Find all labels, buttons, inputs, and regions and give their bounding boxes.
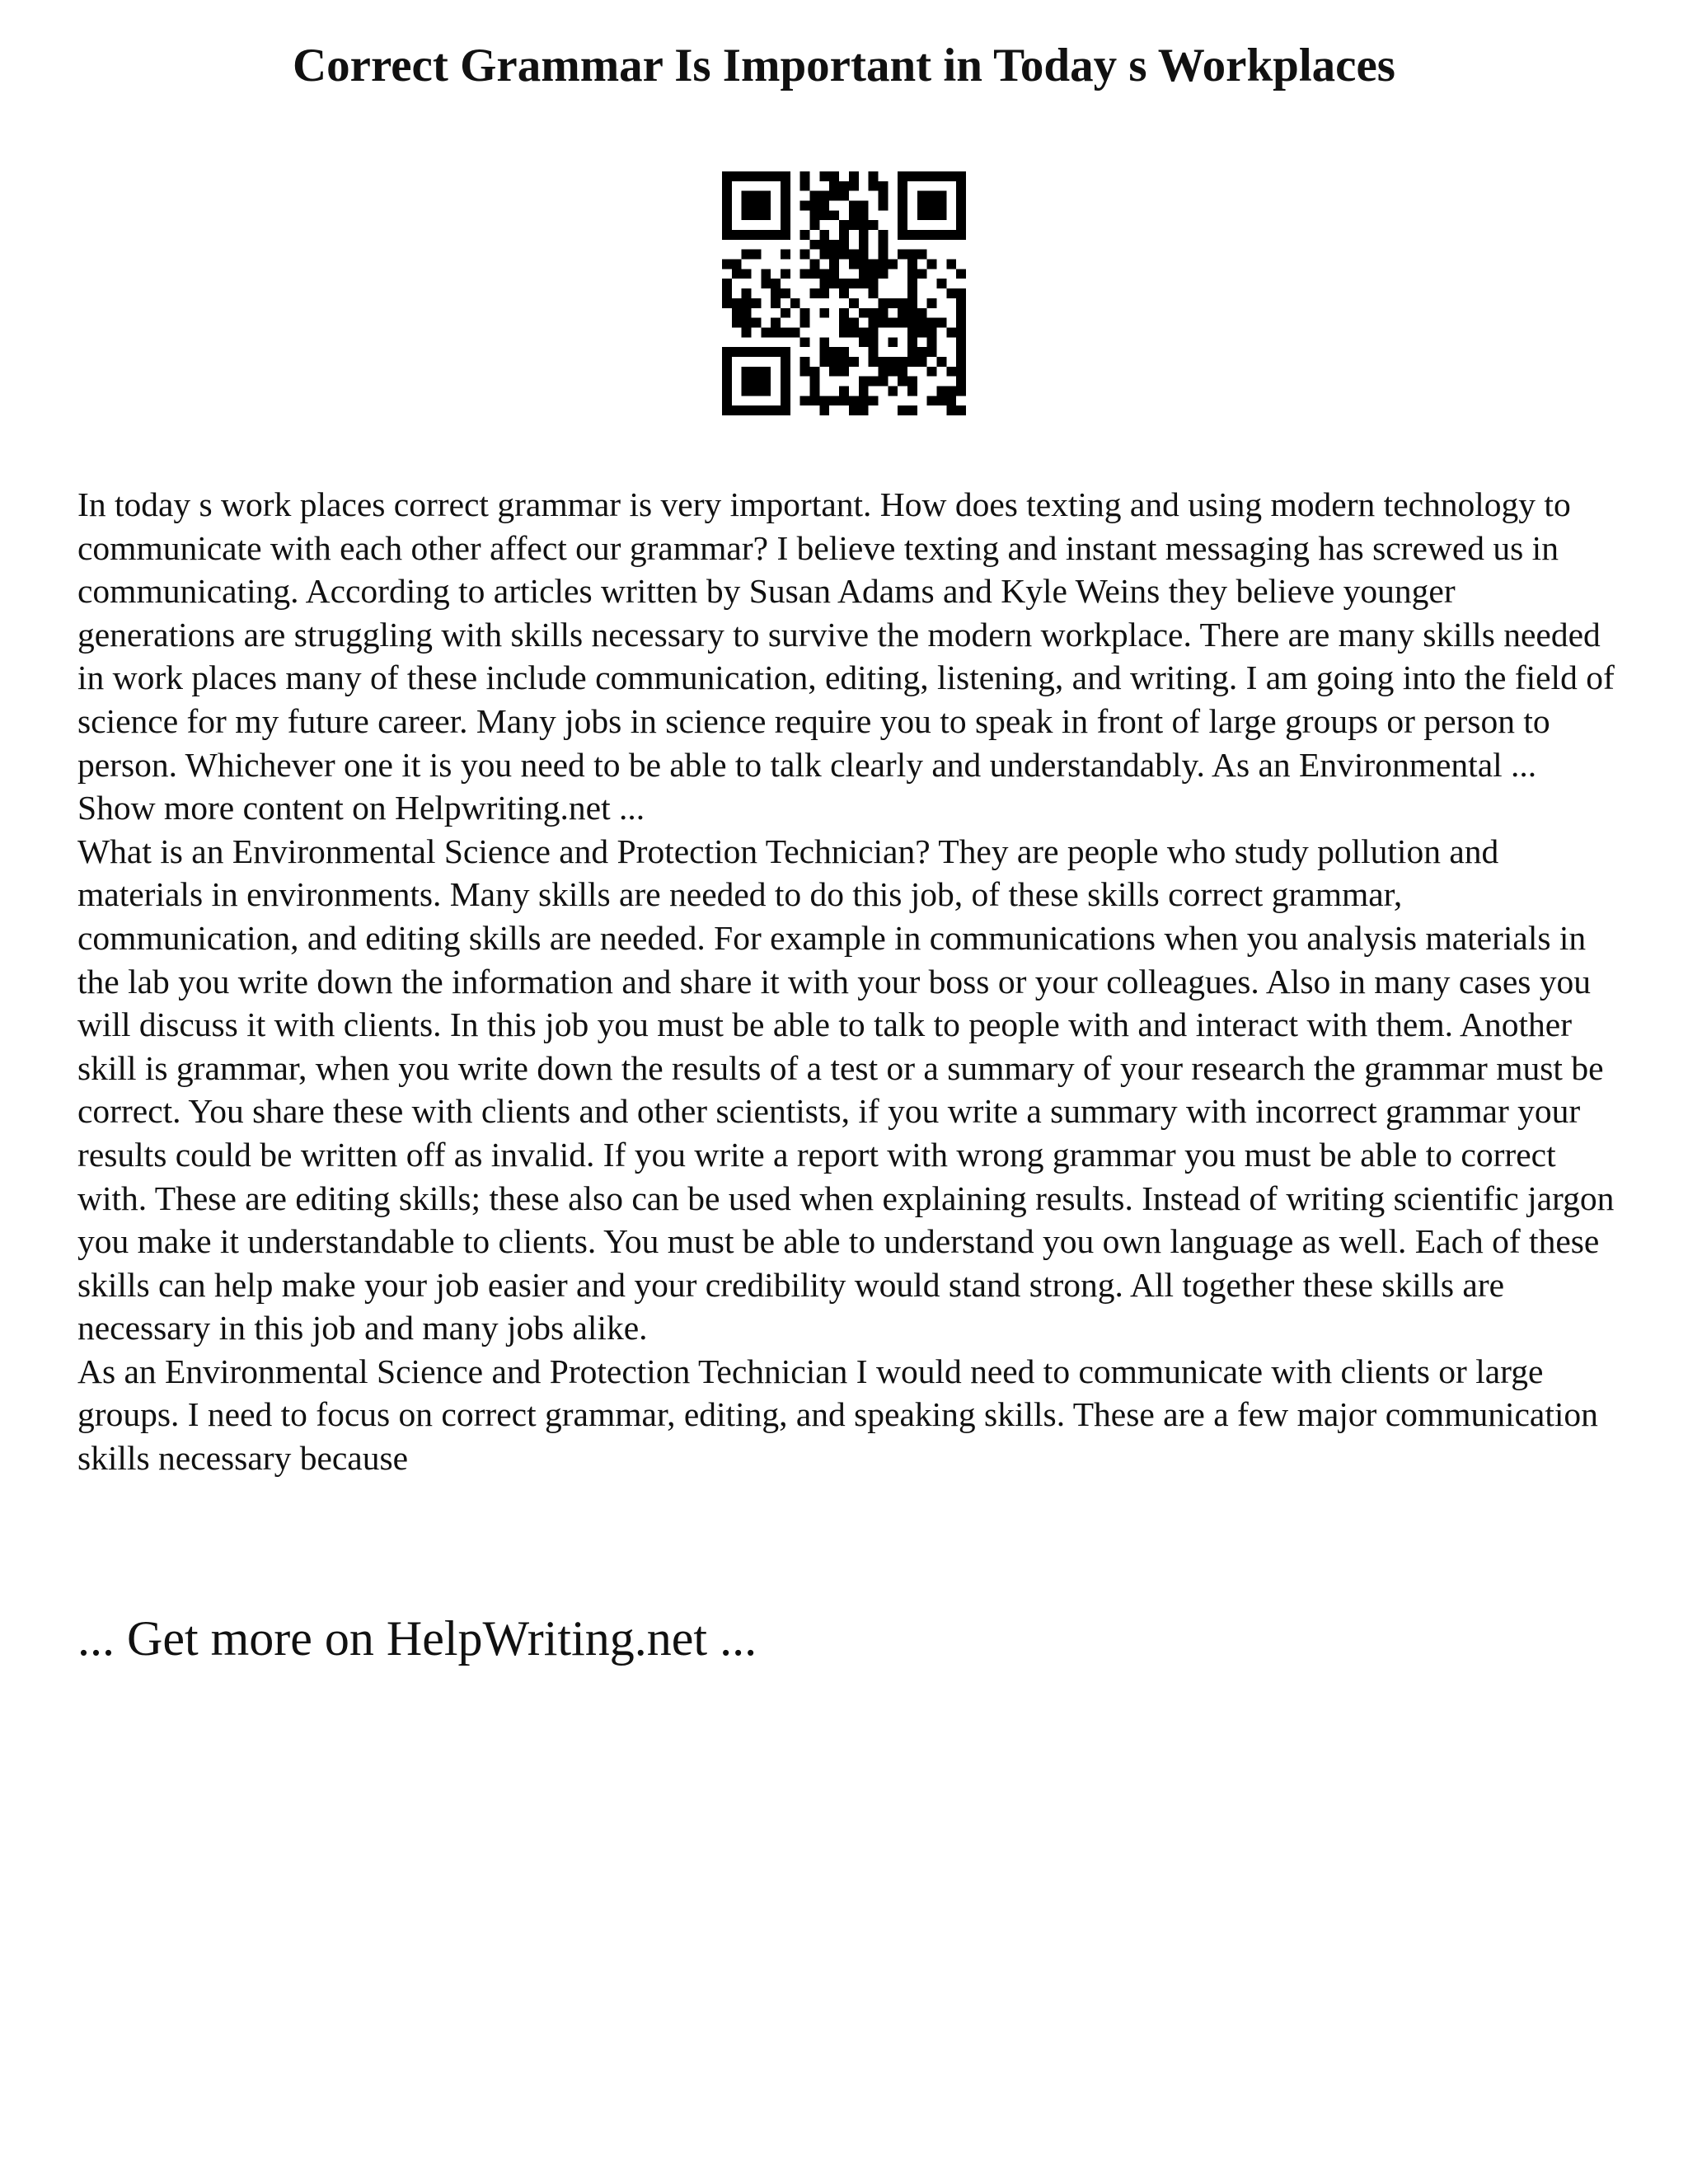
document-title: Correct Grammar Is Important in Today s Workplaces [293, 40, 1395, 91]
get-more-link[interactable]: ... Get more on HelpWriting.net ... [77, 1611, 757, 1666]
document-body [77, 483, 1619, 1480]
qr-code-icon [722, 171, 966, 415]
paragraph-3: As an Environmental Science and Protection Technician I would need to communicate with clients or large groups. I need to focus on correct grammar, editing, and speaking skills. These are a few major communication skills necessary because [77, 1352, 1598, 1478]
paragraph-1: In today s work places correct grammar is very important. How does texting and using modern technology to communicate with each other affect our grammar? I believe texting and instant messaging has screwed us in communicating. According to articles written by Susan Adams and Kyle Weins they believe younger generations are struggling with skills necessary to survive the modern workplace. There are many skills needed in work places many of these include communication, editing, listening, and writing. I am going into the field of science for my future career. Many jobs in science require you to speak in front of large groups or person to person. Whichever one it is you need to be able to talk clearly and understandably. As an Environmental ... Show more content on Helpwriting.net ... [77, 485, 1615, 827]
paragraph-2: What is an Environmental Science and Protection Technician? They are people who study pollution and materials in environments. Many skills are needed to do this job, of these skills correct grammar, communication, and editing skills are needed. For example in communications when you analysis materials in the lab you write down the information and share it with your boss or your colleagues. Also in many cases you will discuss it with clients. In this job you must be able to talk to people with and interact with them. Another skill is grammar, when you write down the results of a test or a summary of your research the grammar must be correct. You share these with clients and other scientists, if you write a summary with incorrect grammar your results could be written off as invalid. If you write a report with wrong grammar you must be able to correct with. These are editing skills; these also can be used when explaining results. Instead of writing scientific jargon you make it understandable to clients. You must be able to understand you own language as well. Each of these skills can help make your job easier and your credibility would stand strong. All together these skills are necessary in this job and many jobs alike. [77, 832, 1615, 1347]
